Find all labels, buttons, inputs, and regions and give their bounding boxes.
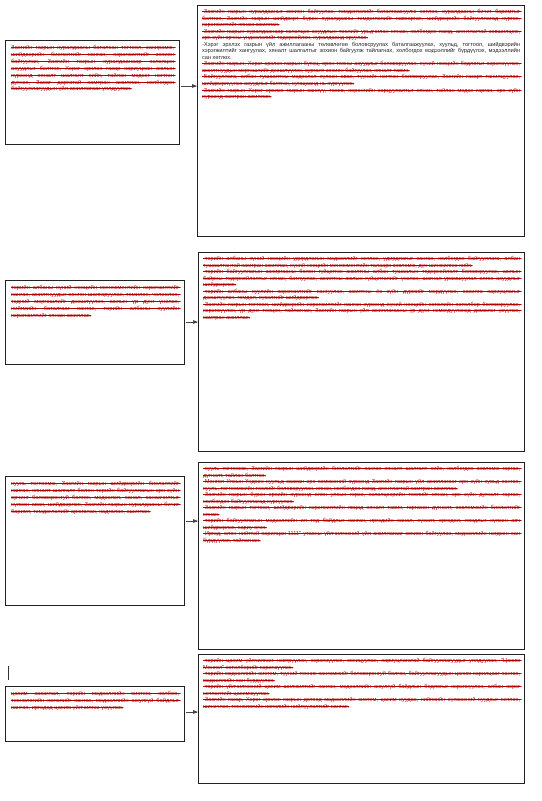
right-line: -Засгийн газрын, Хэрэг эрхлэх газрын бүтэц, орон тооны асуудлыг боловсруулах, хүний нөөцийн бодлогыг хэрэгжүүлэх, ажилтнуудын мэргэшлийг дээшлүүлэх, сургалт зохион байгуулах, хяналт тавих. xyxy=(202,61,522,74)
left-box-2 xyxy=(5,280,185,365)
arrow-1 xyxy=(181,86,196,87)
right-line: -төрийн байгууллагын захиргааны болон гүйцэтгэх ажилтны албан тушаалын тодорхойлолт боловсруулах, ажлын байрны тодорхойлолтыг хянах, батлуулах, ажилтны ажлын гүйцэтгэлийг үнэлэх, шагнал урамшуулал олгох асуудлыг шийдвэрлэх. xyxy=(203,269,522,289)
right-line: -хууль тогтоомж, Засгийн газрын шийдвэрийн биелэлтийг хангах хяналт шалгалт хийх, холбогдох зөвлөмж гаргах, дүгнэлт, тайлан бэлтгэх. xyxy=(203,466,522,479)
left-box-text: төрийн албаны хүний нөөцийн менежментийн хэрэгжилтийг хангах, ажилтнуудыг сонгон шалгаруулах, томилох, чөлөөлөх, тэдний мэргэшлийг дээшлүүлэх, ажлын үр дүнг үнэлэх, нийгмийн баталгааг хангах, төрийн албаны хуулийн хэрэгжилтийг хянаж ажиллах. xyxy=(11,285,181,319)
left-box-text: Засгийн газрын хуралдааны баталсан тогтоол, захирамж, шийдвэрийн биелэлтийг хангах, хэрэгжилтийг зохион байгуулах, Засгийн газрын хуралдаанаар хэлэлцэх асуудлыг бэлтгэх, Хэрэг эрхлэх газар хариуцсан ажлын хүрээнд хяналт шалгалт хийх, тайлан мэдээг нэгтгэн дүгнэх, Засаг даргатай хамтран ажиллах, холбогдох байгууллагуудын үйл ажиллагааг уялдуулах. xyxy=(11,45,176,93)
arrow-4 xyxy=(186,712,197,713)
right-line: -Засгийн газрын тогтоол, шийдвэрийн хэрэгжилтийг хангах хүрээнд хүний нөөцийн хөгжлийн хөтөлбөр боловсруулах, хэрэгжүүлэх, үр дүнг тооцох, тайлагнах, Засгийн газрын үйл ажиллагааны үр дүнг нэмэгдүүлэхэд дэмжлэг үзүүлэх, хамтран ажиллах. xyxy=(203,301,522,321)
right-line: -төрийн цахим үйлчилгээг нэвтрүүлэх, хэрэгжүүлэх, зохицуулах, хариуцлагатай байгууллагуудыг уялдуулах, "Цахим Монгол" хөтөлбөрийг хэрэгжүүлэх. xyxy=(203,658,522,671)
right-box-1 xyxy=(197,5,525,237)
left-box-text: хууль тогтоомж, Засгийн газрын шийдвэрийн биелэлтийг хангах, хяналт шалгалт болон төрийн байгууллагын эрх зүйн орчинг боловсронгуй болгох, мэдээлэл, санал, санаачилгыг хүлээн авах, шийдвэрлэх, Засгийн газрын хуралдааны бичиг баримт, тэмдэглэлийг архивлах, хадгалах, ашиглах. xyxy=(11,481,181,515)
text-cursor xyxy=(8,666,9,680)
right-line: -Иргэд, олон нийттэй харилцах-1111" утасны үйлчилгээний үйл ажиллагааг зохион байгуулах, мэдээллийн нэгдсэн сан бүрдүүлэх, тайлагнах. xyxy=(203,531,522,545)
right-line: -Байгууллага, албан тушаалтны мэдээлэл хүлээн авах, түүнийг нэгтгэн боловсруулах, Засгийн газарт танилцуулах, шийдвэрлүүлэх асуудлыг бэлтгэх, хугацаанд нь хүргүүлэх. xyxy=(202,74,522,88)
right-box-4 xyxy=(198,654,525,784)
left-box-3 xyxy=(5,476,185,606)
right-line: -төрийн мэдээллийн систем, түүний техник хангамжийг боловсронгуй болгох, байгууллагуудын цахим харилцааг хангах, мэдээллийн сан бүрдүүлэх. xyxy=(203,671,522,684)
right-line: -Засгийн газрын хуралдааныг зохион байгуулах, тэмдэглэлийг баталгаажуулж хөтлөх, хуралдааны бичиг баримтыг бэлтгэх, Засгийн газрын шийдвэрт бүрэн хуралдааны тэмдэглэлийг хавсаргах, шийдвэрийн байгууллагад хүргэх, хэрэгжилтийг хянаж ажиллах. xyxy=(202,9,522,29)
right-line: -Засгийн газар, Хэрэг эрхлэх газрын дотоод мэдээллийн систем, цахим хуудас, нийгмийн сүлжээний хуудсыг хөтлөх, шинэчлэх, технологийн хөгжлийн нийлүүлэлтийг хангах. xyxy=(203,697,522,710)
right-line: -төрийн албаны хүний нөөцийн удирдлагын мэдээллийг хөтлөх, удирдлагыг хангах, холбогдох байгууллага, албан тушаалтантай хамтран ажиллах, хүний нөөцийн менежментийн талаарх зөвлөмж, дүн шинжилгээ хийх. xyxy=(203,256,522,269)
right-box-2 xyxy=(198,252,525,452)
left-box-text: цахим засаглал, төрийн мэдээллийн систем, холбоо, технологийн хөгжлийг хангах, мэдээллийн аюулгүй байдлыг хангах, иргэдэд цахим үйлчилгээ үзүүлэх. xyxy=(11,691,181,711)
right-line: -Засгийн газрын хуралдаанаар хэлэлцэх асуудлын төслийг урьдчилан хянаж, холбогдох яамд, агентлагтай зөвшилцөж, эрх зүйн орчны үндэслэлийг тодорхойлох, хуралдаанд оруулах. xyxy=(202,28,522,42)
right-line: -Засгийн газрын бүрэн эрхийн хүрээнд олон улсын гэрээ, хэлэлцээрийн төслийг хянан, эрх зүйн дүгнэлт гаргах, холбогдох байгууллагад хүргүүлэх. xyxy=(203,492,522,505)
right-line: -төрийн үйлчилгээний цахим шилжилтийг хангах, мэдээллийн аюулгүй байдлын бодлогыг хэрэгжүүлэх, албан хэрэг хөтлөлтийг цахимжуулах. xyxy=(203,684,522,697)
arrow-2 xyxy=(186,322,197,323)
right-line: -Засгийн газрын Хэрэг эрхлэх газрын санхүү, төсөв, хөрөнгийн зарцуулалтыг хянан, тайлан мэдээ гаргах, эрх зүйн хүрээнд хамтран ажиллах. xyxy=(202,87,522,101)
right-line: -Хэрэг эрхлэх газрын үйл ажиллагааны төлөвлөгөө боловсруулах баталгаажуулах, хуульд, тогтоол, шийдвэрийн хэрэгжилтийг хангуулах, хяналт шалгалтыг зохион байгуулж тайлагнах, холбогдох мэдээллийг бүрдүүлэх, мэдээллийн сан хөтлөх. xyxy=(202,41,522,61)
right-line: -Засгийн газрын тогтоол, шийдвэрийн хэрэгжилтийн явцад хяналт тавих, гаргасан дүгнэлт, зөвлөмжийн биелэлтийг хянах. xyxy=(203,505,522,518)
left-box-1 xyxy=(5,40,180,145)
right-line: -төрийн байгууллагын мэдээллийн ил тод байдлыг хангах, иргэдийн санал, хүсэлт, өргөдөл, гомдлыг хүлээн авч шийдвэрлэх, хариу өгөх. xyxy=(203,518,522,531)
right-box-3 xyxy=(198,462,525,650)
right-line: -төрийн албаны хуулийн хэрэгжилтийг хангуулах, ажилтны ёс зүйн дүрмийг мөрдүүлэх, сахилга хариуцлагыг дээшлүүлэх, гомдол, хүсэлтийг шийдвэрлэх. xyxy=(203,288,522,302)
right-line: -Монгол Улсын Үндсэн хуульд заасан эрх хэмжээний хүрээнд Засгийн газрын үйл ажиллагааг эрх зүйн хувьд хангах, хууль, тогтоомжийн төслийг боловсруулах, хянах, холбогдох яамд, агентлагтай хамтран ажиллах. xyxy=(203,479,522,492)
arrow-3 xyxy=(186,521,197,522)
left-box-4 xyxy=(5,686,185,742)
